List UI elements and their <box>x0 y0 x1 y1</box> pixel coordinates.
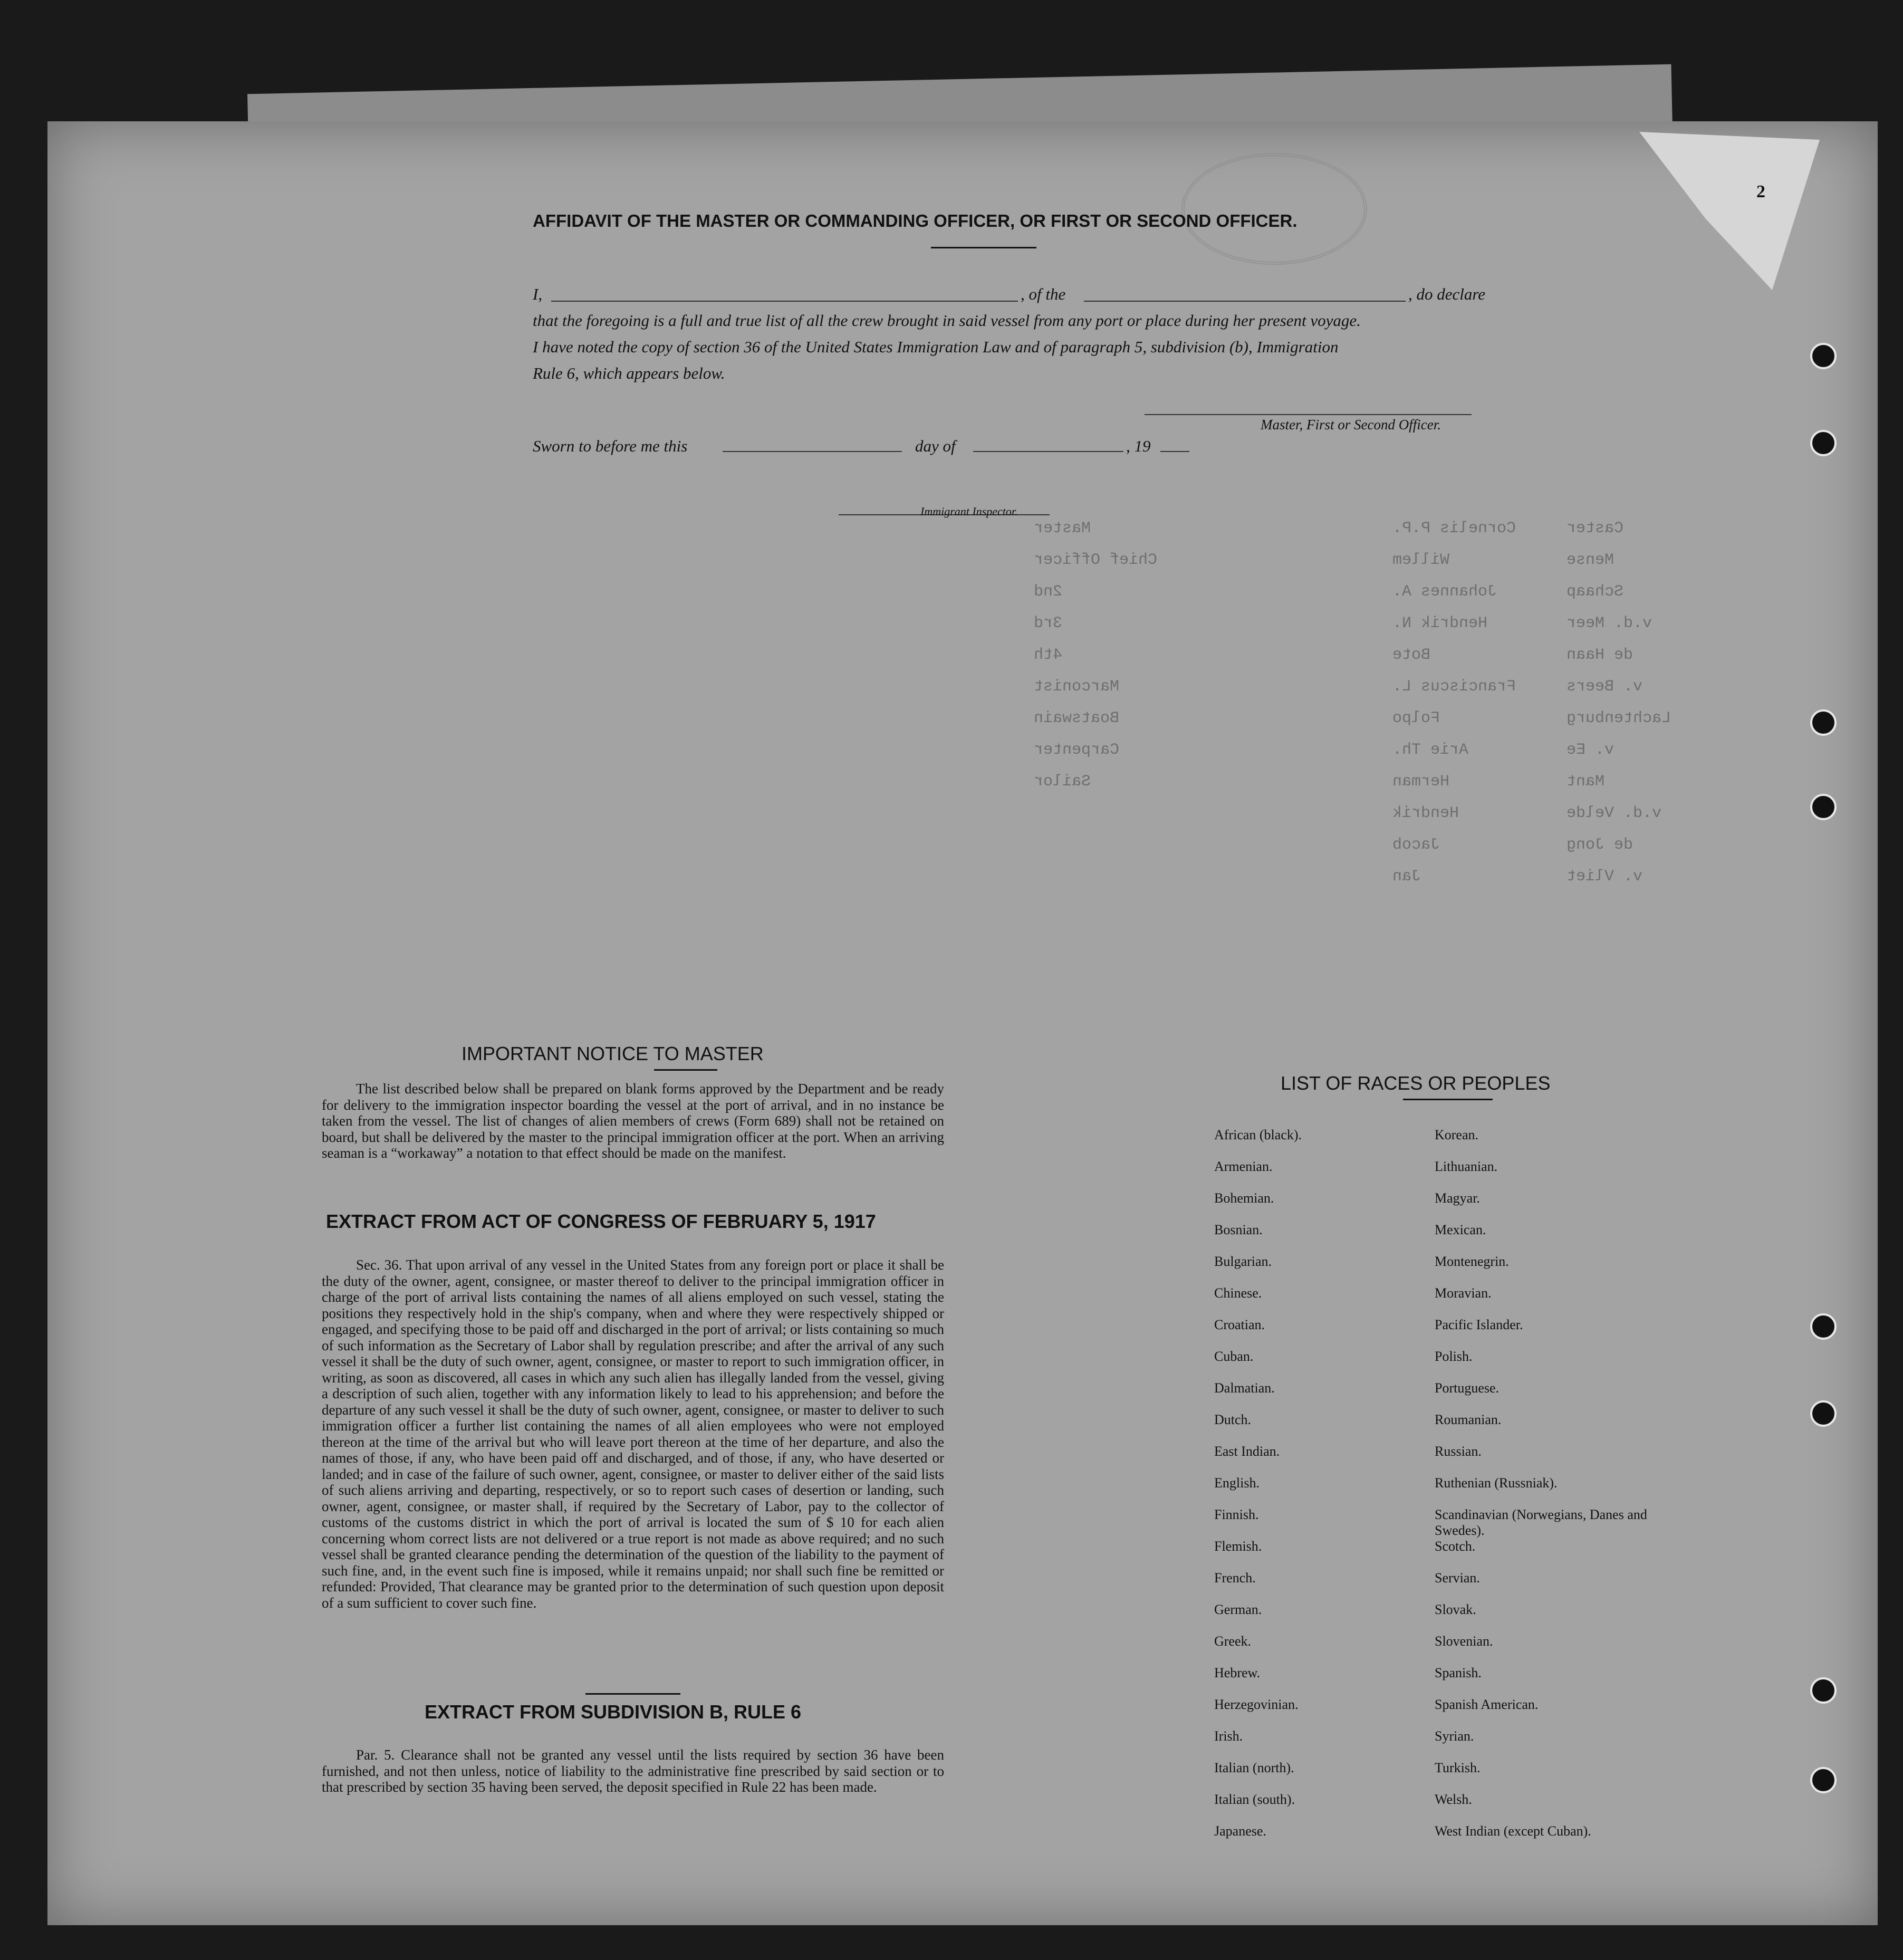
races-list-left <box>1214 1127 1425 1855</box>
month-blank <box>973 451 1123 452</box>
race-item: Slovenian. <box>1435 1634 1493 1649</box>
ghost-text: Johannes A. <box>1392 583 1497 601</box>
affidavit-line-3: I have noted the copy of section 36 of the United States Immigration Law and of paragraph 5, subdivision (b), Immigration <box>533 338 1339 356</box>
ghost-text: 3rd <box>1034 614 1063 632</box>
race-item: Dalmatian. <box>1214 1380 1275 1396</box>
race-item: Italian (north). <box>1214 1760 1294 1775</box>
race-item: Greek. <box>1214 1634 1252 1649</box>
race-item: Finnish. <box>1214 1507 1259 1522</box>
binder-hole <box>1810 430 1837 456</box>
race-item: English. <box>1214 1475 1260 1491</box>
affidavit-of-the: , of the <box>1021 285 1066 303</box>
race-item: Portuguese. <box>1435 1380 1500 1396</box>
year-blank <box>1160 451 1189 452</box>
extract-rule-title: EXTRACT FROM SUBDIVISION B, RULE 6 <box>425 1701 802 1723</box>
ghost-text: Hendrik <box>1392 804 1459 822</box>
ghost-text: Jacob <box>1392 836 1440 854</box>
binder-hole <box>1810 343 1837 369</box>
ghost-text: Jan <box>1392 868 1421 886</box>
binder-hole <box>1810 709 1837 736</box>
ghost-text: Caster <box>1566 520 1624 537</box>
race-item: Bulgarian. <box>1214 1254 1272 1269</box>
affidavit-i: I, <box>533 285 543 303</box>
race-item: Hebrew. <box>1214 1665 1261 1680</box>
race-item: Spanish American. <box>1435 1697 1539 1712</box>
race-item: French. <box>1214 1570 1256 1586</box>
race-item: Lithuanian. <box>1435 1159 1498 1174</box>
ghost-text: Bote <box>1392 646 1431 664</box>
races-underline <box>1403 1099 1493 1100</box>
binder-hole <box>1810 794 1837 820</box>
race-item: Welsh. <box>1435 1792 1472 1807</box>
race-item: Dutch. <box>1214 1412 1252 1427</box>
vessel-blank <box>1084 301 1406 302</box>
notice-title: IMPORTANT NOTICE TO MASTER <box>462 1043 764 1064</box>
affidavit-title: AFFIDAVIT OF THE MASTER OR COMMANDING OFFICER, OR FIRST OR SECOND OFFICER. <box>533 211 1298 230</box>
ghost-text: Arie Th. <box>1392 741 1469 759</box>
race-item: Bohemian. <box>1214 1190 1274 1206</box>
year-prefix: , 19 <box>1126 437 1151 455</box>
ghost-text: 4th <box>1034 646 1063 664</box>
divider-line <box>585 1693 680 1695</box>
ghost-text: v. Ee <box>1566 741 1614 759</box>
day-of-label: day of <box>915 437 956 455</box>
ghost-text: de Jong <box>1566 836 1633 854</box>
race-item: Chinese. <box>1214 1285 1262 1301</box>
binder-hole <box>1810 1767 1837 1793</box>
faded-seal <box>1181 153 1367 265</box>
ghost-text: Folpo <box>1392 709 1440 727</box>
race-item: Herzegovinian. <box>1214 1697 1299 1712</box>
signature-label: Master, First or Second Officer. <box>1261 417 1441 433</box>
ghost-text: Mant <box>1566 773 1605 791</box>
extract-rule-body: Par. 5. Clearance shall not be granted any vessel until the lists required by section 36 have been furnished, and not then unless, notice of liability to the administrative fine prescribed by said section or to that prescribed by section 35 having been served, the deposit specified in Rule 22 has been made. <box>322 1747 944 1795</box>
race-item: Servian. <box>1435 1570 1480 1586</box>
race-item: Scotch. <box>1435 1539 1476 1554</box>
race-item: West Indian (except Cuban). <box>1435 1823 1591 1839</box>
ghost-text: Chief Officer <box>1034 551 1158 569</box>
ghost-text: Boatswain <box>1034 709 1120 727</box>
race-item: Scandinavian (Norwegians, Danes and Swedes). <box>1435 1507 1647 1538</box>
notice-body: The list described below shall be prepared on blank forms approved by the Department and be ready for delivery to the immigration inspector boarding the vessel at the port of arrival, and in no instance be taken from the vessel. The list of changes of alien members of crews (Form 689) shall not be retained on board, but shall be delivered by the master to the principal immigration officer at the port. When an arriving seaman is a “workaway” a notation to that effect should be made on the manifest. <box>322 1081 944 1161</box>
race-item: Turkish. <box>1435 1760 1481 1775</box>
binder-hole <box>1810 1313 1837 1340</box>
extract-act-body: Sec. 36. That upon arrival of any vessel in the United States from any foreign port or place it shall be the duty of the owner, agent, consignee, or master thereof to deliver to the principal immigration officer in charge of the port of arrival lists containing the names of all aliens employed on such vessel, stating the positions they respectively hold in the ship's company, when and where they were respectively shipped or engaged, and specifying those to be paid off and discharged in the port of arrival; or lists containing so much of such information as the Secretary of Labor shall by regulation prescribe; and after the arrival of any such vessel it shall be the duty of such owner, agent, consignee, or master to report to such immigration officer, in writing, as soon as discovered, all cases in which any such alien has illegally landed from the vessel, giving a description of such alien, together with any information likely to lead to his apprehension; and before the departure of any such vessel it shall be the duty of such owner, agent, consignee, or master to deliver to such immigration officer a further list containing the names of all alien employees who were not employed thereon at the time of the arrival but who will leave port thereon at the time of her departure, and also the names of those, if any, who have been paid off and discharged, and of those, if any, who have deserted or landed; and in case of the failure of such owner, agent, consignee, or master to deliver either of the said lists of such aliens arriving and departing, respectively, or so to report such cases of desertion or landing, such owner, agent, consignee, or master shall, if required by the Secretary of Labor, pay to the collector of customs of the customs district in which the port of arrival is located the sum of $ 10 for each alien concerning whom correct lists are not delivered or a true report is not made as above required; and no such vessel shall be granted clearance pending the determination of the question of the liability to the payment of such fine, and, in the event such fine is imposed, while it remains unpaid; nor shall such fine be remitted or refunded: Provided, That clearance may be granted prior to the determination of such question upon deposit of a sum sufficient to cover such fine. <box>322 1257 944 1611</box>
race-item: Flemish. <box>1214 1539 1262 1554</box>
title-underline <box>931 247 1036 248</box>
ghost-text: Schaap <box>1566 583 1624 601</box>
ghost-text: Sailor <box>1034 773 1091 791</box>
race-item: Irish. <box>1214 1728 1243 1744</box>
race-item: Italian (south). <box>1214 1792 1295 1807</box>
binder-hole <box>1810 1677 1837 1704</box>
ghost-text: Cornelis P.P. <box>1392 520 1516 537</box>
ghost-text: v. Beers <box>1566 678 1643 696</box>
ghost-text: v.d. Meer <box>1566 614 1652 632</box>
ghost-text: 2nd <box>1034 583 1063 601</box>
sworn-day-blank <box>723 451 902 452</box>
race-item: Cuban. <box>1214 1349 1254 1364</box>
ghost-text: Marconist <box>1034 678 1120 696</box>
race-item: Syrian. <box>1435 1728 1474 1744</box>
inspector-label: Immigrant Inspector. <box>920 505 1018 518</box>
race-item: Korean. <box>1435 1127 1479 1142</box>
race-item: Croatian. <box>1214 1317 1265 1332</box>
ghost-text: Mense <box>1566 551 1614 569</box>
ghost-text: Franciscus L. <box>1392 678 1516 696</box>
ghost-text: Lachtenburg <box>1566 709 1671 727</box>
sworn-label: Sworn to before me this <box>533 437 688 455</box>
ghost-text: Carpenter <box>1034 741 1120 759</box>
signature-blank <box>1145 414 1472 415</box>
race-item: East Indian. <box>1214 1444 1280 1459</box>
ghost-text: de Haan <box>1566 646 1633 664</box>
race-item: Spanish. <box>1435 1665 1482 1680</box>
race-item: Slovak. <box>1435 1602 1476 1617</box>
races-list-right <box>1435 1127 1677 1855</box>
race-item: Ruthenian (Russniak). <box>1435 1475 1558 1491</box>
race-item: Mexican. <box>1435 1222 1486 1237</box>
race-item: Bosnian. <box>1214 1222 1263 1237</box>
affidavit-line-2: that the foregoing is a full and true list of all the crew brought in said vessel from any port or place during her present voyage. <box>533 311 1361 330</box>
affidavit-declare: , do declare <box>1408 285 1486 303</box>
ghost-text: Herman <box>1392 773 1450 791</box>
race-item: Roumanian. <box>1435 1412 1502 1427</box>
race-item: Armenian. <box>1214 1159 1273 1174</box>
ghost-text: v. Vliet <box>1566 868 1643 886</box>
name-blank <box>551 301 1018 302</box>
race-item: Montenegrin. <box>1435 1254 1509 1269</box>
ghost-text: Master <box>1034 520 1091 537</box>
ghost-text: Hendrik N. <box>1392 614 1488 632</box>
race-item: Polish. <box>1435 1349 1473 1364</box>
ghost-text: v.d. Velde <box>1566 804 1662 822</box>
binder-hole <box>1810 1400 1837 1427</box>
race-item: German. <box>1214 1602 1262 1617</box>
race-item: Japanese. <box>1214 1823 1266 1839</box>
extract-act-title: EXTRACT FROM ACT OF CONGRESS OF FEBRUARY 5, 1917 <box>326 1210 876 1232</box>
race-item: Pacific Islander. <box>1435 1317 1523 1332</box>
race-item: Russian. <box>1435 1444 1482 1459</box>
race-item: African (black). <box>1214 1127 1302 1142</box>
notice-underline <box>654 1069 717 1071</box>
affidavit-line-4: Rule 6, which appears below. <box>533 364 725 382</box>
corner-page-number: 2 <box>1756 182 1765 201</box>
race-item: Moravian. <box>1435 1285 1492 1301</box>
races-title: LIST OF RACES OR PEOPLES <box>1281 1072 1551 1094</box>
race-item: Magyar. <box>1435 1190 1480 1206</box>
ghost-text: Willem <box>1392 551 1450 569</box>
